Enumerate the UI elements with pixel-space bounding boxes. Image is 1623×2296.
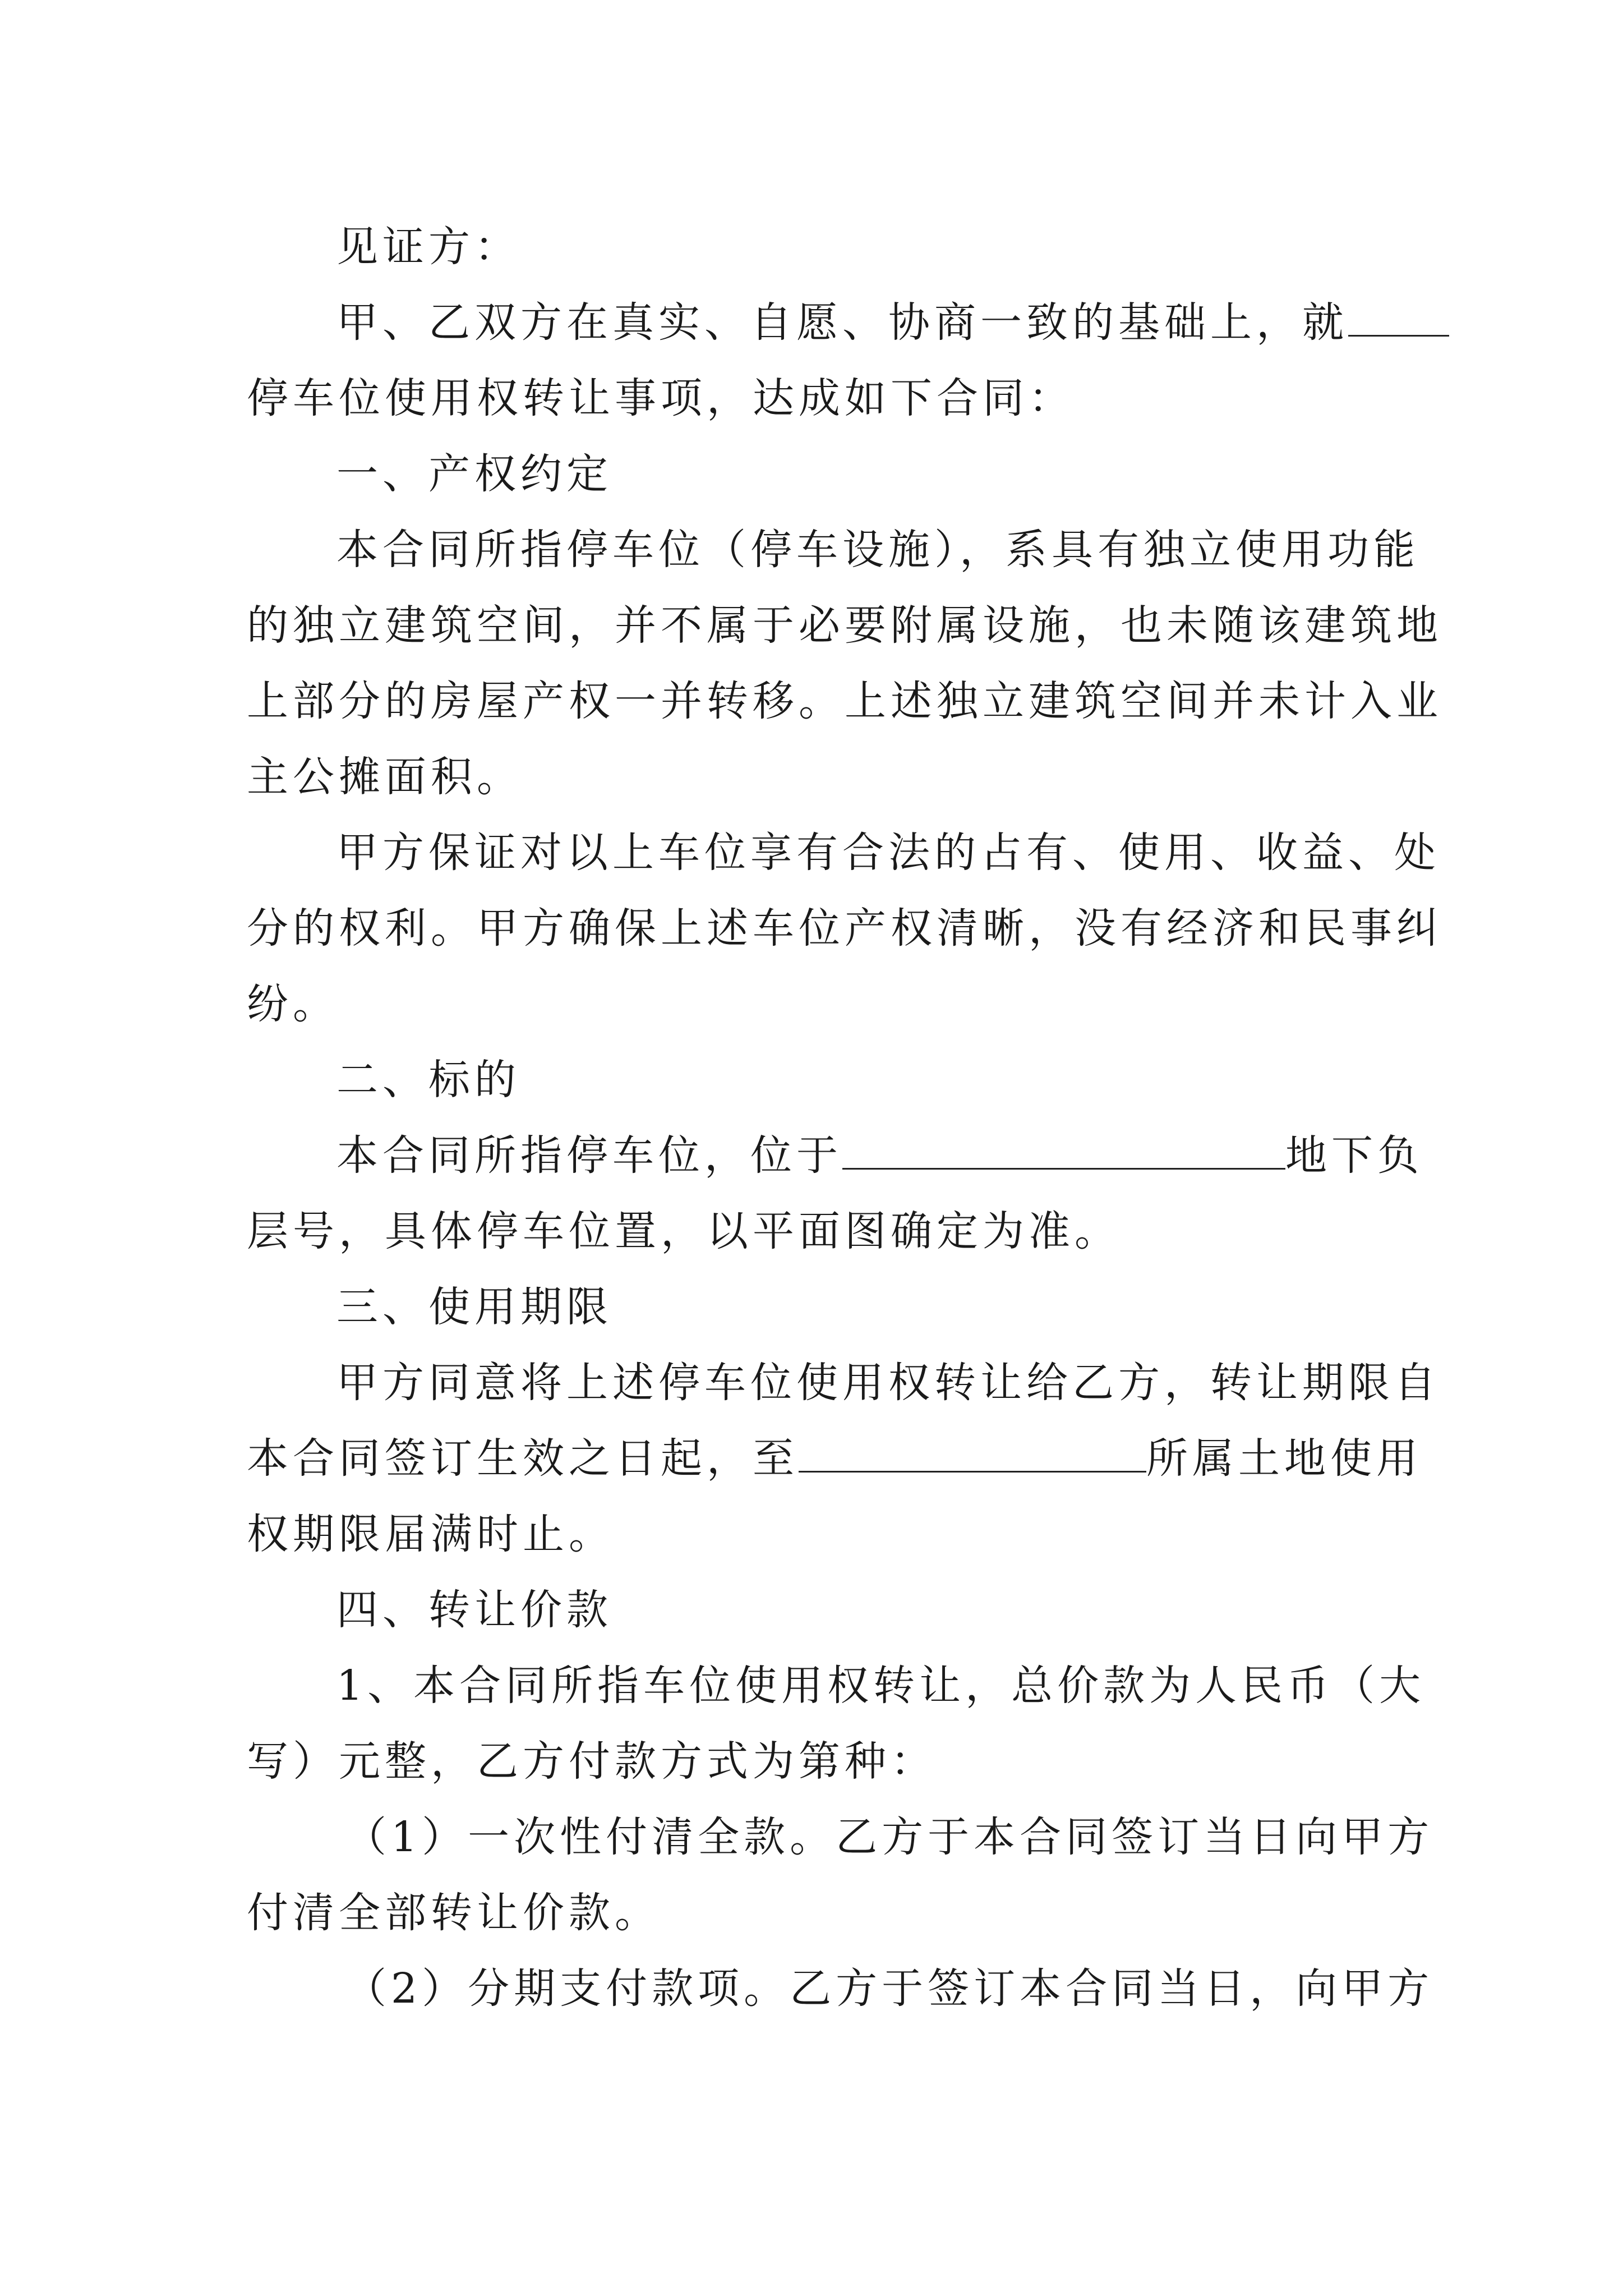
witness-label: 见证方： [336,223,520,271]
paragraph-line: 写）元整，乙方付款方式为第种： [247,1737,937,1786]
term-line: 本合同签订生效之日起，至 所属土地使用 [247,1434,1422,1483]
paragraph-line: 纷。 [247,980,339,1028]
preamble-line-2: 停车位使用权转让事项，达成如下合同： [247,374,1075,422]
paragraph-line: 付清全部转让价款。 [247,1889,661,1937]
paragraph-line: 上部分的房屋产权一并转移。上述独立建筑空间并未计入业 [247,677,1442,725]
payment-option-2: （2）分期支付款项。乙方于签订本合同当日，向甲方 [345,1964,1434,2013]
section-heading-1: 一、产权约定 [336,450,612,498]
location-line: 本合同所指停车位，位于 地下负 [336,1131,1423,1180]
section-heading-2: 二、标的 [336,1056,520,1104]
term-blank-field [799,1437,1146,1473]
paragraph-line: 甲方保证对以上车位享有合法的占有、使用、收益、处 [336,829,1440,877]
payment-option-1: （1）一次性付清全款。乙方于本合同签订当日向甲方 [345,1813,1434,1861]
preamble-line-1: 甲、乙双方在真实、自愿、协商一致的基础上，就 [336,283,1391,362]
paragraph-line: 权期限届满时止。 [247,1510,615,1558]
paragraph-line: 分的权利。甲方确保上述车位产权清晰，没有经济和民事纠 [247,904,1442,953]
paragraph-line: 层号，具体停车位置，以平面图确定为准。 [247,1207,1121,1255]
paragraph-line: 的独立建筑空间，并不属于必要附属设施，也未随该建筑地 [247,601,1442,650]
section-heading-3: 三、使用期限 [336,1283,612,1331]
paragraph-line: 主公摊面积。 [247,753,523,801]
paragraph-line: 本合同所指停车位（停车设施），系具有独立使用功能 [336,526,1419,574]
blank-field [1348,301,1449,337]
section-heading-4: 四、转让价款 [336,1586,612,1634]
location-blank-field [842,1134,1285,1170]
paragraph-line: 1、本合同所指车位使用权转让，总价款为人民币（大 [336,1662,1426,1710]
paragraph-line: 甲方同意将上述停车位使用权转让给乙方，转让期限自 [336,1359,1440,1407]
